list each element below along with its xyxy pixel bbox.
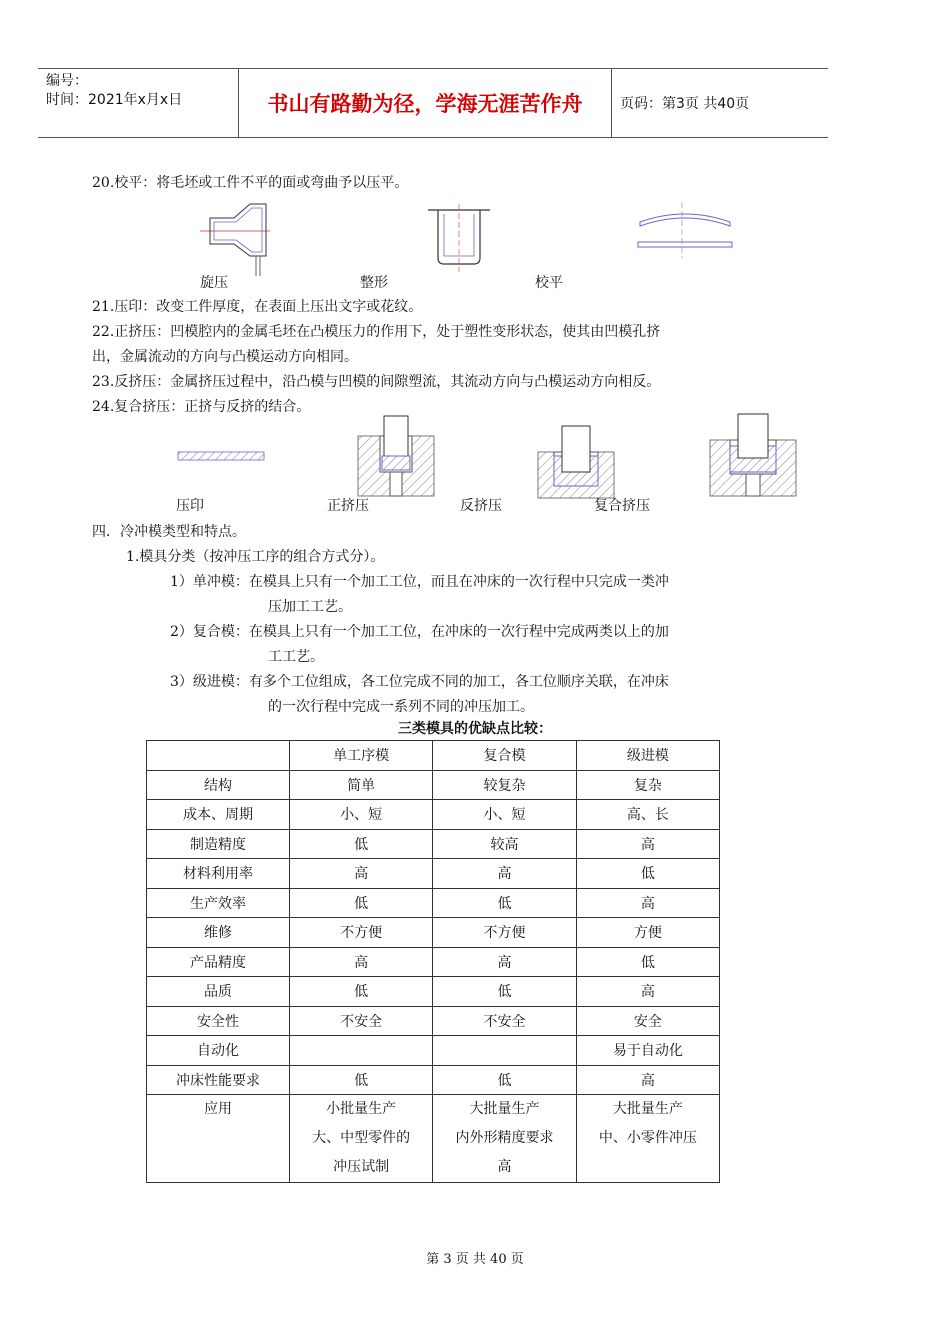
table-cell: 简单	[290, 770, 433, 800]
number-label: 编号：	[46, 73, 88, 89]
item-22-line1: 22.正挤压：凹模腔内的金属毛坯在凸模压力的作用下，处于塑性变形状态，使其由凹模孔挤	[92, 324, 661, 340]
table-title: 三类模具的优缺点比较：	[398, 721, 552, 737]
table-cell: 应用	[147, 1095, 290, 1183]
table-row	[147, 1036, 720, 1066]
table-cell: 高	[433, 859, 576, 889]
table-cell: 高	[576, 888, 719, 918]
cell-line: 大批量生产	[469, 1101, 540, 1117]
table-cell: 维修	[147, 918, 290, 948]
table-cell: 高、长	[576, 800, 719, 830]
table-row	[147, 829, 720, 859]
table-cell: 易于自动化	[576, 1036, 719, 1066]
table-cell: 自动化	[147, 1036, 290, 1066]
table-cell: 生产效率	[147, 888, 290, 918]
table-cell: 高	[290, 947, 433, 977]
table-cell: 成本、周期	[147, 800, 290, 830]
table-cell: 高	[576, 829, 719, 859]
table-row	[147, 947, 720, 977]
table-cell	[433, 1036, 576, 1066]
table-cell: 低	[433, 977, 576, 1007]
table-row	[147, 1065, 720, 1095]
table-header-cell	[147, 741, 290, 771]
figure-spinning	[192, 198, 282, 278]
item-23: 23.反挤压：金属挤压过程中，沿凸模与凹模的间隙塑流，其流动方向与凸模运动方向相反。	[92, 374, 661, 390]
table-row	[147, 1006, 720, 1036]
table-cell: 结构	[147, 770, 290, 800]
type3-line1: 3）级进模：有多个工位组成，各工位完成不同的加工，各工位顺序关联，在冲床	[170, 674, 669, 690]
fig2-caption-combined: 复合挤压	[594, 498, 650, 514]
table-cell: 低	[290, 829, 433, 859]
section-4-title: 四．冷冲模类型和特点。	[92, 524, 246, 540]
table-cell: 复杂	[576, 770, 719, 800]
figure-combined-extrusion	[708, 410, 798, 500]
figure-shaping	[424, 200, 504, 280]
table-cell: 高	[576, 977, 719, 1007]
table-row	[147, 918, 720, 948]
table-cell: 方便	[576, 918, 719, 948]
table-cell: 制造精度	[147, 829, 290, 859]
table-cell: 较复杂	[433, 770, 576, 800]
item-22-line2: 出，金属流动的方向与凸模运动方向相同。	[92, 349, 358, 365]
table-row	[147, 977, 720, 1007]
table-cell: 不安全	[290, 1006, 433, 1036]
fig1-caption-flattening: 校平	[535, 275, 563, 291]
page-footer: 第 3 页 共 40 页	[426, 1252, 524, 1267]
page-header	[38, 68, 828, 138]
fig2-caption-backward: 反挤压	[460, 498, 502, 514]
fig2-caption-coining: 压印	[176, 498, 204, 514]
table-cell: 小、短	[433, 800, 576, 830]
table-cell	[290, 1036, 433, 1066]
cell-line: 冲压试制	[333, 1159, 390, 1175]
table-cell	[290, 1095, 433, 1183]
comparison-table	[146, 740, 720, 1183]
item-20: 20.校平：将毛坯或工件不平的面或弯曲予以压平。	[92, 175, 409, 191]
cell-line: 大、中型零件的	[312, 1130, 411, 1146]
fig1-caption-spinning: 旋压	[200, 275, 228, 291]
type3-line2: 的一次行程中完成一系列不同的冲压加工。	[268, 699, 534, 715]
table-cell: 高	[433, 947, 576, 977]
table-header-cell: 复合模	[433, 741, 576, 771]
table-cell: 高	[576, 1065, 719, 1095]
table-cell: 低	[290, 888, 433, 918]
table-cell: 低	[433, 888, 576, 918]
table-cell: 低	[290, 1065, 433, 1095]
type1-line2: 压加工工艺。	[268, 599, 352, 615]
cell-line: 小批量生产	[326, 1101, 397, 1117]
cell-line: 高	[497, 1159, 512, 1175]
cell-line: 中、小零件冲压	[598, 1130, 697, 1146]
table-cell: 小、短	[290, 800, 433, 830]
table-cell: 不方便	[433, 918, 576, 948]
table-cell	[576, 1095, 719, 1183]
table-cell: 品质	[147, 977, 290, 1007]
table-cell: 低	[290, 977, 433, 1007]
table-cell	[433, 1095, 576, 1183]
table-header-row	[147, 741, 720, 771]
type2-line1: 2）复合模：在模具上只有一个加工工位，在冲床的一次行程中完成两类以上的加	[170, 624, 669, 640]
table-row	[147, 770, 720, 800]
cell-line: 大批量生产	[612, 1101, 683, 1117]
time-label: 时间：2021年x月x日	[46, 92, 183, 108]
figure-forward-extrusion	[356, 412, 436, 502]
table-cell: 不方便	[290, 918, 433, 948]
section-4-sub1: 1.模具分类（按冲压工序的组合方式分）。	[126, 549, 385, 565]
page-code: 页码：第3页 共40页	[620, 96, 750, 112]
table-cell: 低	[576, 859, 719, 889]
header-meta	[38, 69, 238, 137]
figure-backward-extrusion	[536, 422, 616, 502]
table-cell: 产品精度	[147, 947, 290, 977]
item-21: 21.压印：改变工件厚度，在表面上压出文字或花纹。	[92, 299, 423, 315]
table-cell: 冲床性能要求	[147, 1065, 290, 1095]
fig1-caption-shaping: 整形	[360, 275, 388, 291]
cell-line: 内外形精度要求	[455, 1130, 554, 1146]
table-cell: 安全性	[147, 1006, 290, 1036]
table-row	[147, 800, 720, 830]
table-row	[147, 888, 720, 918]
motto: 书山有路勤为径，学海无涯苦作舟	[238, 69, 612, 137]
table-cell: 低	[433, 1065, 576, 1095]
table-cell: 不安全	[433, 1006, 576, 1036]
table-row	[147, 859, 720, 889]
table-header-cell: 级进模	[576, 741, 719, 771]
table-cell: 材料利用率	[147, 859, 290, 889]
fig2-caption-forward: 正挤压	[327, 498, 369, 514]
table-cell: 低	[576, 947, 719, 977]
type1-line1: 1）单冲模：在模具上只有一个加工工位，而且在冲床的一次行程中只完成一类冲	[170, 574, 669, 590]
table-cell: 高	[290, 859, 433, 889]
item-24: 24.复合挤压：正挤与反挤的结合。	[92, 399, 311, 415]
table-cell: 安全	[576, 1006, 719, 1036]
table-header-cell: 单工序模	[290, 741, 433, 771]
figure-coining	[176, 448, 266, 468]
table-cell: 较高	[433, 829, 576, 859]
table-row-application	[147, 1095, 720, 1183]
figure-flattening	[630, 202, 740, 262]
type2-line2: 工工艺。	[268, 649, 324, 665]
